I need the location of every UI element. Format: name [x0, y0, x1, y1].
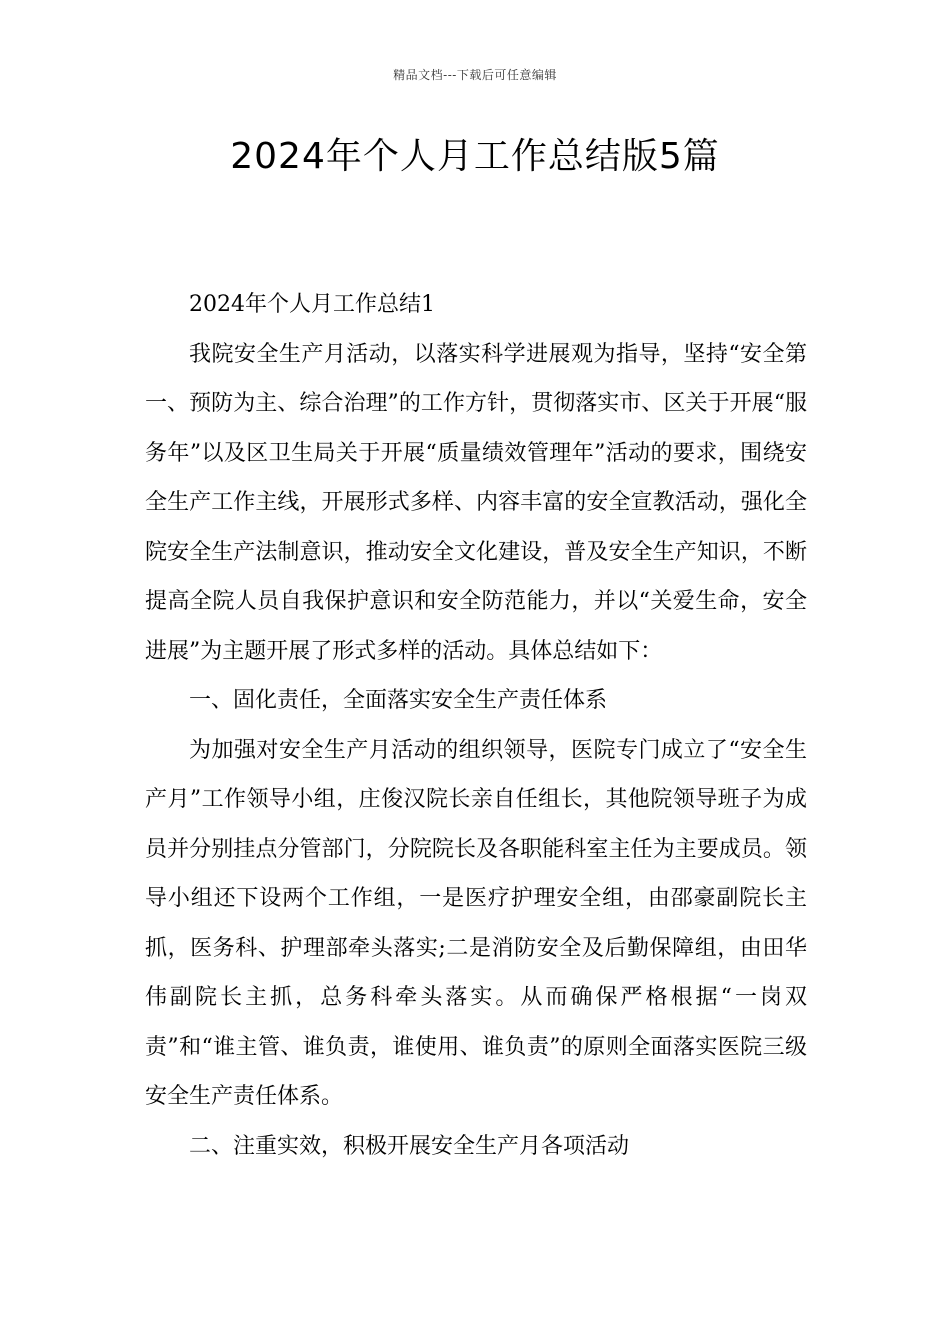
section-heading-activities: 二、注重实效，积极开展安全生产月各项活动: [189, 1133, 630, 1159]
body-paragraph-intro: 我院安全生产月活动，以落实科学进展观为指导，坚持“安全第一、预防为主、综合治理”的工作方针，贯彻落实市、区关于开展“服务年”以及区卫生局关于开展“质量绩效管理年”活动的要求，围绕安全生产工作主线，开展形式多样、内容丰富的安全宣教活动，强化全院安全生产法制意识，推动安全文化建设，普及安全生产知识，不断提高全院人员自我保护意识和安全防范能力，并以“关爱生命，安全进展”为主题开展了形式多样的活动。具体总结如下：: [145, 341, 807, 664]
header-note: 精品文档---下载后可任意编辑: [393, 68, 557, 82]
document-title: 2024年个人月工作总结版5篇: [230, 136, 720, 177]
body-paragraph-responsibility: 为加强对安全生产月活动的组织领导，医院专门成立了“安全生产月”工作领导小组，庄俊汉院长亲自任组长，其他院领导班子为成员并分别挂点分管部门，分院院长及各职能科室主任为主要成员。领导小组还下设两个工作组，一是医疗护理安全组，由邵豪副院长主抓，医务科、护理部牵头落实;二是消防安全及后勤保障组，由田华伟副院长主抓，总务科牵头落实。从而确保严格根据“一岗双责”和“谁主管、谁负责，谁使用、谁负责”的原则全面落实医院三级安全生产责任体系。: [145, 737, 807, 1109]
document-body: [145, 280, 807, 1171]
section-heading-responsibility: 一、固化责任，全面落实安全生产责任体系: [189, 688, 608, 713]
section-heading-summary-1: 2024年个人月工作总结1: [189, 292, 435, 317]
